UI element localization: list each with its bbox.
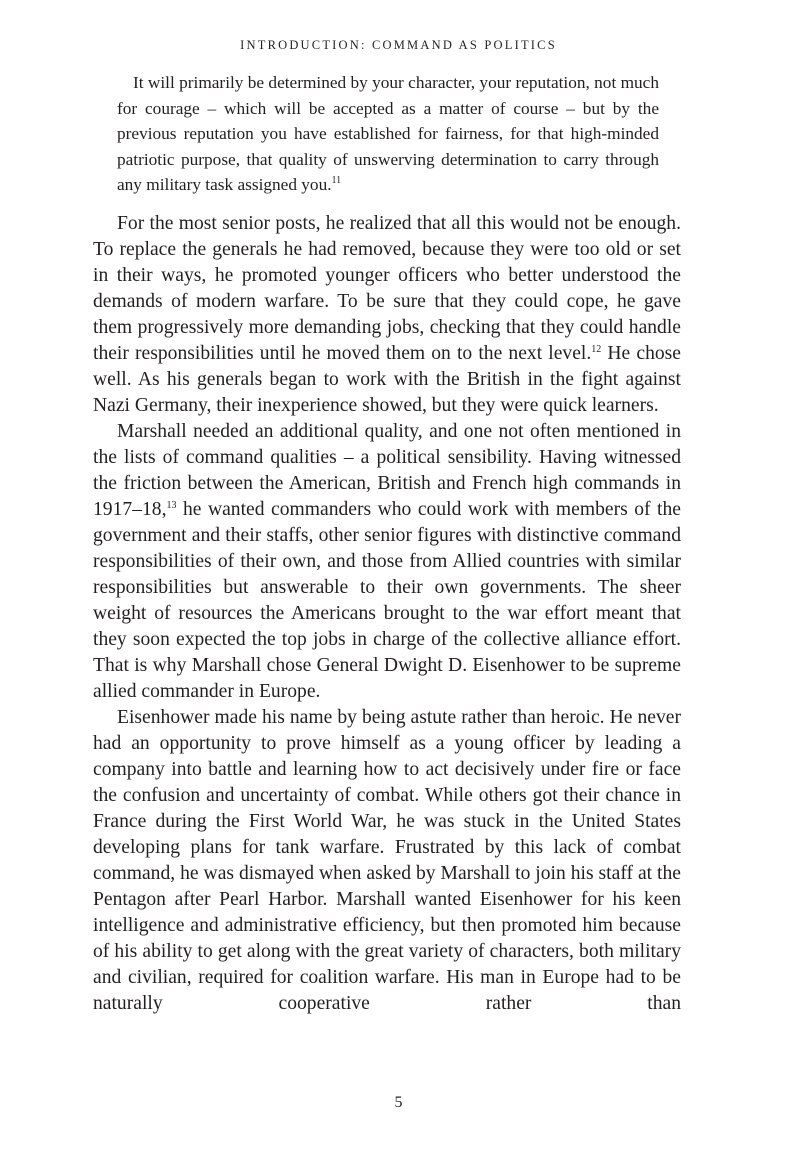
- page-number: 5: [394, 1094, 403, 1111]
- paragraph-text: He chose well. As his generals began to work with the British in the fight against Nazi Germany, their inexperience showed, but they were quick learners.: [93, 343, 681, 416]
- paragraph: [93, 211, 681, 419]
- block-quote-text: It will primarily be determined by your character, your reputation, not much for courage – which will be accepted as a matter of course – but by the previous reputation you have established for fairness, for that high-minded patriotic purpose, that quality of unswerving determination to carry through any military task assigned you.: [117, 73, 659, 195]
- footnote-marker: 12: [591, 344, 602, 355]
- block-quote: [117, 70, 659, 198]
- paragraph-text: he wanted commanders who could work with members of the government and their staffs, other senior figures with distinctive command responsibilities of their own, and those from Allied countries with similar responsibilities but answerable to their own governments. The sheer weight of resources the Americans brought to the war effort meant that they soon expected the top jobs in charge of the collective alliance effort. That is why Marshall chose General Dwight D. Eisenhower to be supreme allied commander in Europe.: [93, 499, 681, 702]
- running-head: INTRODUCTION: COMMAND AS POLITICS: [240, 38, 557, 52]
- paragraph-text: Marshall needed an additional quality, and one not often mentioned in the lists of command qualities – a political sensibility. Having witnessed the friction between the American, British and French high commands in 1917–18,: [93, 421, 681, 520]
- body-text: [93, 211, 681, 1017]
- paragraph: Eisenhower made his name by being astute rather than heroic. He never had an opportunity to prove himself as a young officer by leading a company into battle and learning how to act decisively under fire or face the confusion and uncertainty of combat. While others got their chance in France during the First World War, he was stuck in the United States developing plans for tank warfare. Frustrated by this lack of combat command, he was dismayed when asked by Marshall to join his staff at the Pentagon after Pearl Harbor. Marshall wanted Eisenhower for his keen intelligence and administrative efficiency, but then promoted him because of his ability to get along with the great variety of characters, both military and civilian, required for coalition warfare. His man in Europe had to be naturally cooperative rather than: [93, 707, 681, 1014]
- paragraph-text: For the most senior posts, he realized that all this would not be enough. To replace the generals he had removed, because they were too old or set in their ways, he promoted younger officers who better understood the demands of modern warfare. To be sure that they could cope, he gave them progressively more demanding jobs, checking that they could handle their responsibilities until he moved them on to the next level.: [93, 213, 681, 364]
- footnote-marker: 13: [166, 500, 177, 511]
- footnote-marker: 11: [331, 175, 342, 187]
- paragraph: [93, 419, 681, 705]
